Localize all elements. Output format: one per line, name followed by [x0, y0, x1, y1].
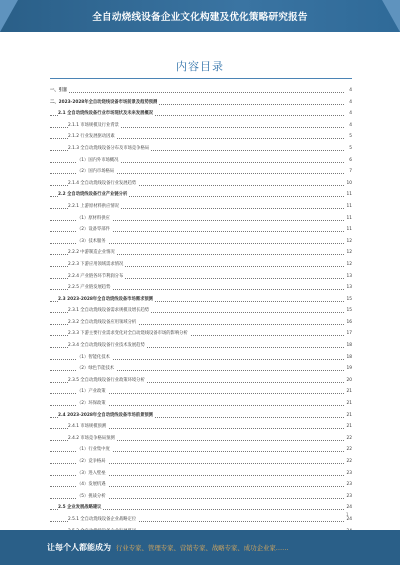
toc-entry-label: 2.1.1 市场规模及行业背景	[68, 120, 121, 132]
toc-entry[interactable]	[50, 271, 352, 283]
toc-entry-page: 15	[344, 294, 352, 306]
page-number: 1	[346, 512, 349, 517]
toc-entry-page: 6	[344, 155, 352, 167]
toc-entry-page: 11	[344, 213, 352, 225]
toc-entry-label: （3）进入壁垒	[77, 468, 108, 480]
toc-entry-label: （1）产业政策	[77, 386, 108, 398]
toc-entry-label: （1）智能化技术	[77, 352, 112, 364]
toc-entry-page: 23	[344, 468, 352, 480]
toc-entry-page: 4	[344, 108, 352, 120]
toc-entry[interactable]	[50, 108, 352, 120]
toc-entry-page: 5	[344, 131, 352, 143]
toc-entry[interactable]	[50, 386, 352, 398]
toc-entry[interactable]	[50, 213, 352, 225]
toc-entry-page: 23	[344, 491, 352, 503]
toc-entry-page: 24	[344, 514, 352, 526]
toc-entry-label: （2）国内市场格局	[77, 166, 116, 178]
toc-entry-label: 2.3.1 全自动烧线设备需求规模及增长趋势	[68, 305, 151, 317]
toc-entry-page: 5	[344, 143, 352, 155]
footer-slogan-left: 让每个人都能成为	[47, 543, 111, 552]
toc-entry[interactable]	[50, 236, 352, 248]
toc-entry-label: 2.2.3 下游应用领域需求情况	[68, 259, 125, 271]
toc-entry[interactable]	[50, 294, 352, 306]
toc-entry[interactable]	[50, 456, 352, 468]
toc-entry-label: 2.2 全自动烧线设备行业产业链分析	[58, 189, 129, 201]
toc-entry-label: 二、2023-2028年全自动烧线设备市场前景及趋势预测	[50, 97, 159, 109]
toc-entry[interactable]	[50, 97, 352, 109]
toc-leader-dots	[50, 92, 344, 93]
bottom-banner	[0, 530, 400, 565]
toc-entry-page: 12	[344, 236, 352, 248]
toc-entry-label: （2）设备零部件	[77, 224, 112, 236]
toc-entry-page: 22	[344, 456, 352, 468]
toc-entry[interactable]	[50, 421, 352, 433]
toc-entry[interactable]	[50, 247, 352, 259]
toc-entry[interactable]	[50, 85, 352, 97]
toc-entry-page: 21	[344, 421, 352, 433]
toc-entry-label: 2.3.4 全自动烧线设备行业技术发展趋势	[68, 340, 147, 352]
toc-entry-label: （3）技术服务	[77, 236, 108, 248]
toc-entry-label: 2.4 2023-2028年全自动烧线设备市场前景预测	[58, 410, 155, 422]
toc-entry[interactable]	[50, 143, 352, 155]
toc-entry-label: 2.3.3 下游主要行业需求变化对全自动烧线设备市场的影响分析	[68, 328, 190, 340]
toc-entry[interactable]	[50, 363, 352, 375]
toc-entry-label: 2.1 全自动烧线设备行业市场现状及未来发展概况	[58, 108, 155, 120]
toc-entry-page: 4	[344, 120, 352, 132]
toc-entry-page: 19	[344, 363, 352, 375]
toc-entry-label: 2.2.4 产业链各环节利润分布	[68, 271, 125, 283]
toc-entry[interactable]	[50, 375, 352, 387]
toc-entry-label: 2.5.1 全自动烧线设备企业战略定位	[68, 514, 138, 526]
banner-title: 全自动烧线设备企业文化构建及优化策略研究报告	[92, 12, 308, 23]
toc-entry-label: 2.1.3 全自动烧线设备分布及市场竞争格局	[68, 143, 151, 155]
toc-entry-label: 2.2.1 上游原材料供应情况	[68, 201, 121, 213]
toc-entry[interactable]	[50, 433, 352, 445]
toc-entry-page: 10	[344, 178, 352, 190]
toc-entry[interactable]	[50, 201, 352, 213]
toc-entry[interactable]	[50, 491, 352, 503]
toc-entry[interactable]	[50, 340, 352, 352]
toc-entry-page: 18	[344, 352, 352, 364]
toc-entry-page: 4	[344, 97, 352, 109]
toc-entry[interactable]	[50, 398, 352, 410]
toc-entry-label: （5）挑战分析	[77, 491, 108, 503]
footer-slogan-right: 行业专家、管理专家、营销专家、战略专家、成功企业家……	[116, 544, 289, 552]
toc-entry[interactable]	[50, 410, 352, 422]
toc-entry-page: 16	[344, 317, 352, 329]
toc-entry-label: 2.1.2 行业发展驱动因素	[68, 131, 117, 143]
toc-entry-label: 2.4.1 市场规模预测	[68, 421, 108, 433]
toc-entry[interactable]	[50, 317, 352, 329]
toc-entry-page: 24	[344, 502, 352, 514]
toc-entry-label: 2.3.2 全自动烧线设备应用领域分析	[68, 317, 138, 329]
toc-entry-page: 20	[344, 375, 352, 387]
toc-entry[interactable]	[50, 514, 352, 526]
toc-entry-label: （2）竞争格局	[77, 456, 108, 468]
toc-entry[interactable]	[50, 224, 352, 236]
toc-entry-page: 21	[344, 398, 352, 410]
toc-entry[interactable]	[50, 468, 352, 480]
toc-entry[interactable]	[50, 352, 352, 364]
toc-entry-page: 22	[344, 444, 352, 456]
toc-entry-page: 11	[344, 224, 352, 236]
toc-entry[interactable]	[50, 479, 352, 491]
toc-entry-page: 11	[344, 201, 352, 213]
toc-entry[interactable]	[50, 131, 352, 143]
toc-entry-label: （4）发展机遇	[77, 479, 108, 491]
toc-entry[interactable]	[50, 189, 352, 201]
toc-entry[interactable]	[50, 282, 352, 294]
toc-entry-label: 2.4.2 市场竞争格局预测	[68, 433, 117, 445]
toc-entry-label: 2.3 2023-2028年全自动烧线设备市场需求预测	[58, 294, 155, 306]
toc-entry[interactable]	[50, 305, 352, 317]
toc-entry-label: （2）绿色节能技术	[77, 363, 116, 375]
toc-entry-page: 11	[344, 189, 352, 201]
toc-entry-label: （2）环保政策	[77, 398, 108, 410]
toc-entry-page: 15	[344, 305, 352, 317]
toc-entry-page: 13	[344, 271, 352, 283]
toc-entry-page: 18	[344, 340, 352, 352]
toc-entry-page: 4	[344, 85, 352, 97]
toc-heading: 内容目录	[176, 60, 224, 73]
toc-entry[interactable]	[50, 444, 352, 456]
toc-entry-label: 2.2.5 产业链发展趋势	[68, 282, 112, 294]
toc-entry[interactable]	[50, 328, 352, 340]
toc-entry-label: （1）原材料供应	[77, 213, 112, 225]
toc-entry-page: 23	[344, 479, 352, 491]
toc-entry-label: 2.3.5 全自动烧线设备行业政策环境分析	[68, 375, 147, 387]
heading-divider	[50, 78, 352, 79]
top-banner	[0, 0, 400, 32]
toc-entry[interactable]	[50, 259, 352, 271]
toc-entry[interactable]	[50, 178, 352, 190]
toc-entry-label: 2.2.2 中游制造企业情况	[68, 247, 117, 259]
toc-entry-label: 一、引言	[50, 85, 69, 97]
toc-entry-label: （1）行业集中度	[77, 444, 112, 456]
toc-entry-page: 12	[344, 259, 352, 271]
toc-entry-page: 12	[344, 247, 352, 259]
toc-entry-label: 2.5 企业发展战略建议	[58, 502, 103, 514]
toc-entry-label: 2.1.4 全自动烧线设备行业发展趋势	[68, 178, 138, 190]
table-of-contents	[50, 85, 352, 549]
toc-entry-page: 21	[344, 410, 352, 422]
toc-entry[interactable]	[50, 502, 352, 514]
toc-entry[interactable]	[50, 155, 352, 167]
toc-entry-page: 21	[344, 386, 352, 398]
toc-entry-page: 17	[344, 328, 352, 340]
toc-entry-label: （1）国内外市场概况	[77, 155, 120, 167]
toc-entry-page: 7	[344, 166, 352, 178]
toc-entry[interactable]	[50, 120, 352, 132]
toc-entry-page: 22	[344, 433, 352, 445]
toc-entry[interactable]	[50, 166, 352, 178]
toc-entry-page: 13	[344, 282, 352, 294]
